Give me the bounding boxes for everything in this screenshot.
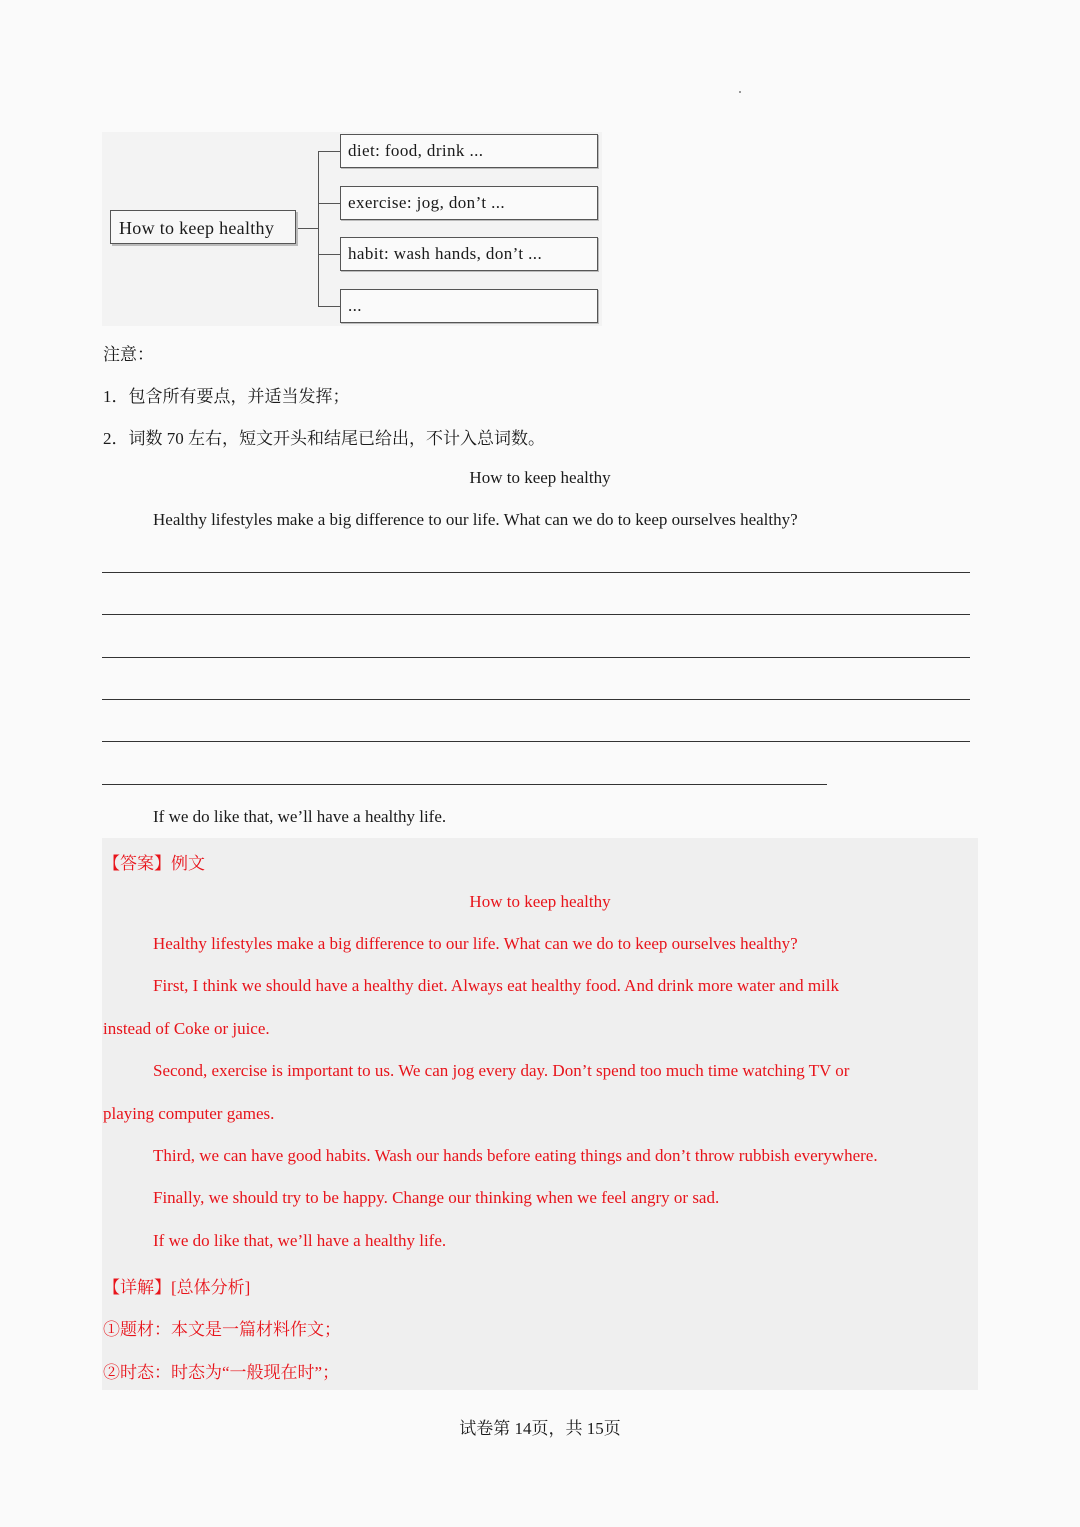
writing-line xyxy=(102,741,970,742)
mindmap-branch-exercise: exercise: jog, don’t ... xyxy=(340,186,598,220)
writing-line xyxy=(102,614,970,615)
answer-paragraph-3-line-2: playing computer games. xyxy=(103,1104,275,1123)
analysis-item-1: ①题材：本文是一篇材料作文； xyxy=(103,1320,341,1339)
analysis-item-2: ②时态：时态为“一般现在时”； xyxy=(103,1363,340,1382)
answer-title: How to keep healthy xyxy=(469,892,611,911)
answer-paragraph-1: Healthy lifestyles make a big difference to our life. What can we do to keep ourselves healthy? xyxy=(153,934,798,953)
answer-label: 【答案】例文 xyxy=(103,854,205,873)
page-footer: 试卷第 14页，共 15页 xyxy=(459,1419,621,1438)
mindmap-branch-more: ... xyxy=(340,289,598,323)
writing-line xyxy=(102,699,970,700)
analysis-label: 【详解】[总体分析] xyxy=(103,1278,251,1297)
connector xyxy=(298,228,318,229)
answer-paragraph-5: Finally, we should try to be happy. Change our thinking when we feel angry or sad. xyxy=(153,1188,720,1207)
mindmap-root: How to keep healthy xyxy=(110,210,296,244)
essay-title: How to keep healthy xyxy=(469,468,611,487)
connector xyxy=(318,151,319,306)
answer-paragraph-2-line-2: instead of Coke or juice. xyxy=(103,1019,270,1038)
writing-line xyxy=(102,784,827,785)
note-item-2: 2．词数 70 左右，短文开头和结尾已给出，不计入总词数。 xyxy=(103,429,545,448)
connector xyxy=(318,306,340,307)
answer-paragraph-6: If we do like that, we’ll have a healthy life. xyxy=(153,1231,447,1250)
answer-paragraph-3-line-1: Second, exercise is important to us. We can jog every day. Don’t spend too much time watching TV or xyxy=(153,1061,850,1080)
notes-heading: 注意： xyxy=(103,345,154,364)
mindmap-branch-diet: diet: food, drink ... xyxy=(340,134,598,168)
connector xyxy=(318,203,340,204)
writing-line xyxy=(102,572,970,573)
connector xyxy=(318,151,340,152)
scan-dot xyxy=(739,91,741,93)
connector xyxy=(318,254,340,255)
writing-line xyxy=(102,657,970,658)
answer-paragraph-4: Third, we can have good habits. Wash our hands before eating things and don’t throw rubbish everywhere. xyxy=(153,1146,878,1165)
essay-opening: Healthy lifestyles make a big difference to our life. What can we do to keep ourselves healthy? xyxy=(153,510,798,529)
note-item-1: 1．包含所有要点，并适当发挥； xyxy=(103,387,350,406)
answer-paragraph-2-line-1: First, I think we should have a healthy diet. Always eat healthy food. And drink more water and milk xyxy=(153,976,839,995)
mindmap xyxy=(102,132,602,326)
mindmap-branch-habit: habit: wash hands, don’t ... xyxy=(340,237,598,271)
essay-closing: If we do like that, we’ll have a healthy life. xyxy=(153,807,447,826)
